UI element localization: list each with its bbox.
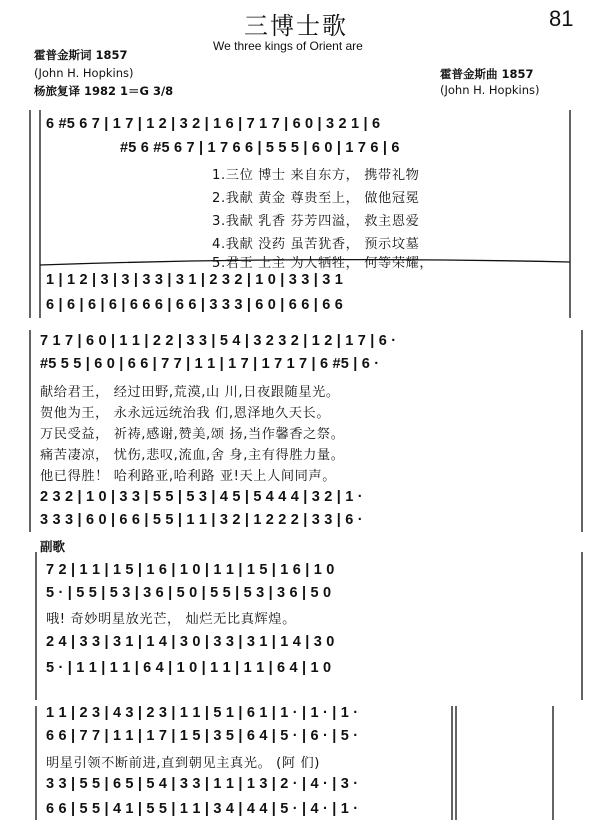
page-title: 三博士歌 — [244, 12, 348, 40]
english-subtitle: We three kings of Orient are — [213, 39, 363, 53]
page-number: 81 — [549, 6, 574, 31]
system2-verse-4: 痛苦凄凉， 忧伤,悲叹,流血,舍 身,主有得胜力量。 — [40, 448, 345, 463]
system1-alto-line: #5 6 #5 6 7 | 1 7 6 6 | 5 5 5 | 6 0 | 1 7 6 | 6 — [120, 140, 400, 156]
chorus-label: 副歌 — [40, 539, 66, 554]
system2-tenor-line: 2 3 2 | 1 0 | 3 3 | 5 5 | 5 3 | 4 5 | 5 4 4 4 | 3 2 | 1 · — [40, 489, 363, 505]
system4-bass-line: 6 6 | 5 5 | 4 1 | 5 5 | 1 1 | 3 4 | 4 4 | 5 · | 4 · | 1 · — [46, 801, 359, 817]
system2-verse-1: 献给君王， 经过田野,荒漠,山 川,日夜跟随星光。 — [40, 385, 340, 400]
system1-tenor-line: 1 | 1 2 | 3 | 3 | 3 3 | 3 1 | 2 3 2 | 1 0 | 3 3 | 3 1 — [46, 272, 344, 288]
system2-verse-5: 他已得胜！ 哈利路亚,哈利路 亚!天上人间同声。 — [40, 469, 337, 484]
system1-soprano-line: 6 #5 6 7 | 1 7 | 1 2 | 3 2 | 1 6 | 7 1 7 | 6 0 | 3 2 1 | 6 — [46, 116, 381, 132]
system2-bass-line: 3 3 3 | 6 0 | 6 6 | 5 5 | 1 1 | 3 2 | 1 2 2 2 | 3 3 | 6 · — [40, 512, 363, 528]
composer-credit: 霍普金斯曲 1857 — [440, 67, 534, 81]
system2-alto-line: #5 5 5 | 6 0 | 6 6 | 7 7 | 1 1 | 1 7 | 1 7 1 7 | 6 #5 | 6 · — [40, 356, 380, 372]
system4-lyrics: 明星引领不断前进,直到朝见主真光。 (阿 们) — [46, 756, 321, 771]
system1-verse-1: 1.三位 博士 来自东方， 携带礼物 — [212, 168, 420, 183]
translator-key-time: 杨旅复译 1982 1＝G 3/8 — [34, 84, 174, 98]
system3-tenor-line: 2 4 | 3 3 | 3 1 | 1 4 | 3 0 | 3 3 | 3 1 | 1 4 | 3 0 — [46, 634, 335, 650]
lyricist-credit: 霍普金斯词 1857 — [34, 48, 128, 62]
system2-verse-2: 贺他为王， 永永远远统治我 们,恩泽地久天长。 — [40, 406, 331, 421]
system1-verse-2: 2.我献 黄金 尊贵至上， 做他冠冕 — [212, 191, 420, 206]
system2-verse-3: 万民受益， 祈祷,感谢,赞美,颂 扬,当作馨香之祭。 — [40, 427, 345, 442]
system1-verse-3: 3.我献 乳香 芬芳四溢， 救主恩爱 — [212, 214, 420, 229]
system3-alto-line: 5 · | 5 5 | 5 3 | 3 6 | 5 0 | 5 5 | 5 3 | 3 6 | 5 0 — [46, 585, 332, 601]
system4-soprano-line: 1 1 | 2 3 | 4 3 | 2 3 | 1 1 | 5 1 | 6 1 | 1 · | 1 · | 1 · — [46, 705, 359, 721]
system4-alto-line: 6 6 | 7 7 | 1 1 | 1 7 | 1 5 | 3 5 | 6 4 | 5 · | 6 · | 5 · — [46, 728, 359, 744]
system1-verse-4: 4.我献 没药 虽苦犹香， 预示坟墓 — [212, 237, 420, 252]
system3-bass-line: 5 · | 1 1 | 1 1 | 6 4 | 1 0 | 1 1 | 1 1 | 6 4 | 1 0 — [46, 660, 332, 676]
system1-verse-5: 5.君王 上主 为人牺牲， 何等荣耀， — [212, 256, 434, 271]
system2-soprano-line: 7 1 7 | 6 0 | 1 1 | 2 2 | 3 3 | 5 4 | 3 2 3 2 | 1 2 | 1 7 | 6 · — [40, 333, 397, 349]
lyricist-credit-english: (John H. Hopkins) — [34, 66, 134, 80]
system3-soprano-line: 7 2 | 1 1 | 1 5 | 1 6 | 1 0 | 1 1 | 1 5 | 1 6 | 1 0 — [46, 562, 335, 578]
system1-bass-line: 6 | 6 | 6 | 6 | 6 6 6 | 6 6 | 3 3 3 | 6 0 | 6 6 | 6 6 — [46, 297, 344, 313]
composer-credit-english: (John H. Hopkins) — [440, 83, 540, 97]
system3-lyrics: 哦! 奇妙明星放光芒， 灿烂无比真辉煌。 — [46, 612, 296, 627]
system4-tenor-line: 3 3 | 5 5 | 6 5 | 5 4 | 3 3 | 1 1 | 1 3 | 2 · | 4 · | 3 · — [46, 776, 359, 792]
